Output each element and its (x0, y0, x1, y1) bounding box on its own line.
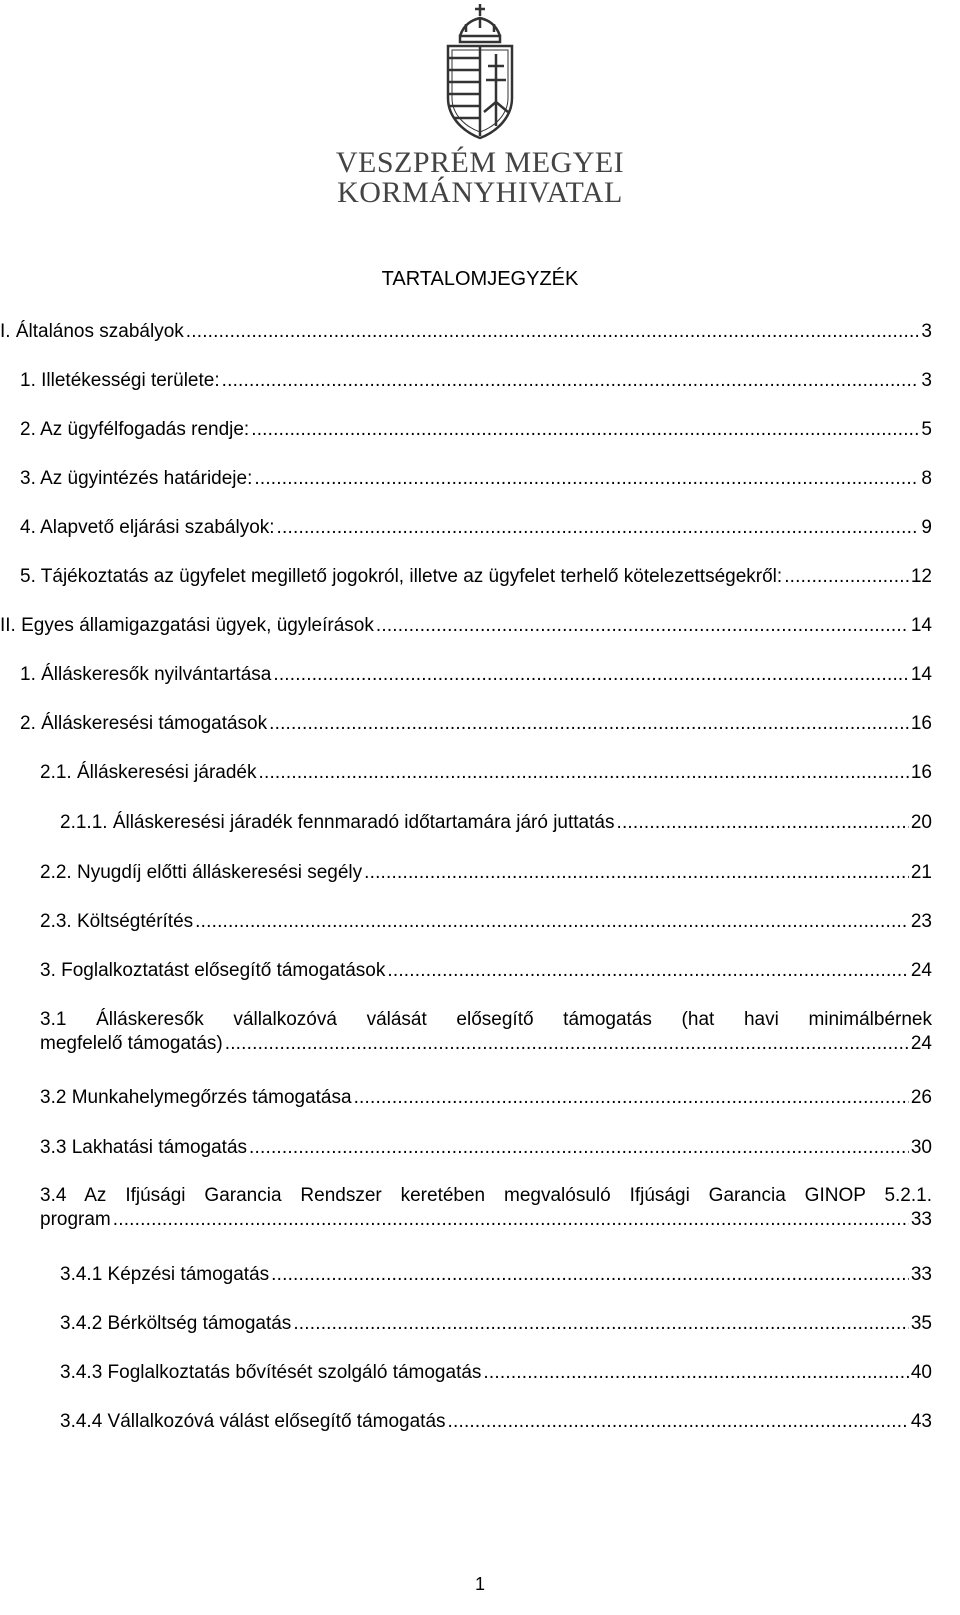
toc-entry[interactable] (20, 565, 932, 589)
toc-entry[interactable] (20, 467, 932, 491)
toc-entry-page: 16 (910, 713, 932, 734)
toc-leader-dots (186, 320, 920, 344)
toc-entry-page: 33 (910, 1209, 932, 1230)
toc-entry[interactable] (40, 1136, 932, 1160)
toc-leader-dots (195, 910, 909, 934)
toc-entry-label: 3.3 Lakhatási támogatás (40, 1137, 248, 1158)
toc-entry-label: 2.2. Nyugdíj előtti álláskeresési segély (40, 862, 363, 883)
toc-leader-dots (784, 565, 909, 589)
toc-leader-dots (376, 614, 909, 638)
toc-entry-label: 4. Alapvető eljárási szabályok: (20, 517, 275, 538)
toc-entry-page: 21 (910, 862, 932, 883)
toc-entry-label-line1: 3.4 Az Ifjúsági Garancia Rendszer keretében megvalósuló Ifjúsági Garancia GINOP 5.2.1. (40, 1185, 932, 1206)
toc-entry-label: 2.3. Költségtérítés (40, 911, 194, 932)
toc-entry[interactable] (0, 614, 932, 638)
toc-leader-dots (254, 467, 919, 491)
toc-entry[interactable] (20, 663, 932, 687)
toc-entry[interactable] (40, 1184, 932, 1232)
toc-entry-page: 26 (910, 1087, 932, 1108)
toc-leader-dots (249, 1136, 909, 1160)
toc-entry-label-line2: megfelelő támogatás) (40, 1033, 223, 1054)
toc-entry-page: 12 (910, 566, 932, 587)
toc-entry-page: 33 (910, 1264, 932, 1285)
toc-leader-dots (387, 959, 908, 983)
toc-leader-dots (259, 761, 909, 785)
toc-entry[interactable] (60, 1263, 932, 1287)
toc-entry[interactable] (60, 1361, 932, 1385)
toc-entry-label: I. Általános szabályok (0, 321, 184, 342)
toc-entry-page: 20 (910, 812, 932, 833)
toc-entry[interactable] (60, 1312, 932, 1336)
toc-entry-page: 24 (910, 1033, 932, 1054)
toc-leader-dots (225, 1032, 909, 1056)
toc-leader-dots (269, 712, 909, 736)
toc-leader-dots (448, 1410, 909, 1434)
toc-leader-dots (251, 418, 919, 442)
toc-entry-page: 43 (910, 1411, 932, 1432)
toc-entry-page: 40 (910, 1362, 932, 1383)
toc-leader-dots (113, 1208, 909, 1232)
toc-entry[interactable] (20, 369, 932, 393)
toc-leader-dots (483, 1361, 908, 1385)
toc-entry[interactable] (20, 418, 932, 442)
toc-entry[interactable] (0, 320, 932, 344)
toc-leader-dots (364, 861, 909, 885)
toc-entry-line1 (40, 1184, 932, 1208)
toc-entry-label: 5. Tájékoztatás az ügyfelet megillető jogokról, illetve az ügyfelet terhelő kötelezettségekről: (20, 566, 783, 587)
toc-entry[interactable] (40, 861, 932, 885)
toc-entry-label: 3.4.1 Képzési támogatás (60, 1264, 270, 1285)
toc-entry[interactable] (60, 1410, 932, 1434)
toc-entry-page: 35 (910, 1313, 932, 1334)
toc-entry-page: 3 (921, 321, 932, 342)
toc-title: TARTALOMJEGYZÉK (381, 268, 579, 290)
toc-entry-label: 3. Az ügyintézés határideje: (20, 468, 253, 489)
toc-entry-label: 2.1.1. Álláskeresési járadék fennmaradó időtartamára járó juttatás (60, 812, 615, 833)
toc-entry-label: 1. Álláskeresők nyilvántartása (20, 664, 272, 685)
org-name-line2: KORMÁNYHIVATAL (337, 176, 623, 209)
toc-leader-dots (277, 516, 920, 540)
toc-entry[interactable] (40, 910, 932, 934)
toc-entry-label: II. Egyes államigazgatási ügyek, ügyleírások (0, 615, 374, 636)
toc-entry-page: 3 (921, 370, 932, 391)
toc-entry[interactable] (20, 516, 932, 540)
toc-leader-dots (293, 1312, 909, 1336)
toc-entry-label: 2. Álláskeresési támogatások (20, 713, 268, 734)
toc-entry-page: 24 (910, 960, 932, 981)
toc-entry[interactable] (40, 959, 932, 983)
toc-entry-line2 (40, 1032, 932, 1056)
toc-entry-page: 16 (910, 762, 932, 783)
toc-entry-line1 (40, 1008, 932, 1032)
toc-entry-page: 23 (910, 911, 932, 932)
org-name-line1: VESZPRÉM MEGYEI (335, 146, 625, 179)
toc-entry-page: 8 (921, 468, 932, 489)
toc-entry[interactable] (20, 712, 932, 736)
toc-entry[interactable] (60, 811, 932, 835)
page-number: 1 (474, 1574, 485, 1594)
toc-entry-page: 14 (910, 664, 932, 685)
toc-entry-page: 5 (921, 419, 932, 440)
toc-entry[interactable] (40, 1008, 932, 1056)
toc-entry-label: 2.1. Álláskeresési járadék (40, 762, 257, 783)
toc-leader-dots (273, 663, 909, 687)
toc-leader-dots (222, 369, 920, 393)
toc-entry-label-line1: 3.1 Álláskeresők vállalkozóvá válását elősegítő támogatás (hat havi minimálbérnek (40, 1009, 932, 1030)
toc-entry[interactable] (40, 1086, 932, 1110)
toc-entry-page: 14 (910, 615, 932, 636)
toc-entry[interactable] (40, 761, 932, 785)
toc-entry-label: 3.4.3 Foglalkoztatás bővítését szolgáló támogatás (60, 1362, 482, 1383)
toc-entry-label: 3.2 Munkahelymegőrzés támogatása (40, 1087, 352, 1108)
toc-entry-label-line2: program (40, 1209, 111, 1230)
toc-entry-label: 1. Illetékességi területe: (20, 370, 220, 391)
toc-entry-label: 3. Foglalkoztatást elősegítő támogatások (40, 960, 386, 981)
toc-entry-page: 30 (910, 1137, 932, 1158)
toc-entry-label: 3.4.2 Bérköltség támogatás (60, 1313, 292, 1334)
toc-entry-label: 2. Az ügyfélfogadás rendje: (20, 419, 250, 440)
toc-entry-page: 9 (921, 517, 932, 538)
toc-leader-dots (271, 1263, 909, 1287)
toc-leader-dots (354, 1086, 909, 1110)
toc-entry-line2 (40, 1208, 932, 1232)
toc-entry-label: 3.4.4 Vállalkozóvá válást elősegítő támogatás (60, 1411, 446, 1432)
toc-leader-dots (616, 811, 908, 835)
coat-of-arms-icon (436, 2, 524, 142)
